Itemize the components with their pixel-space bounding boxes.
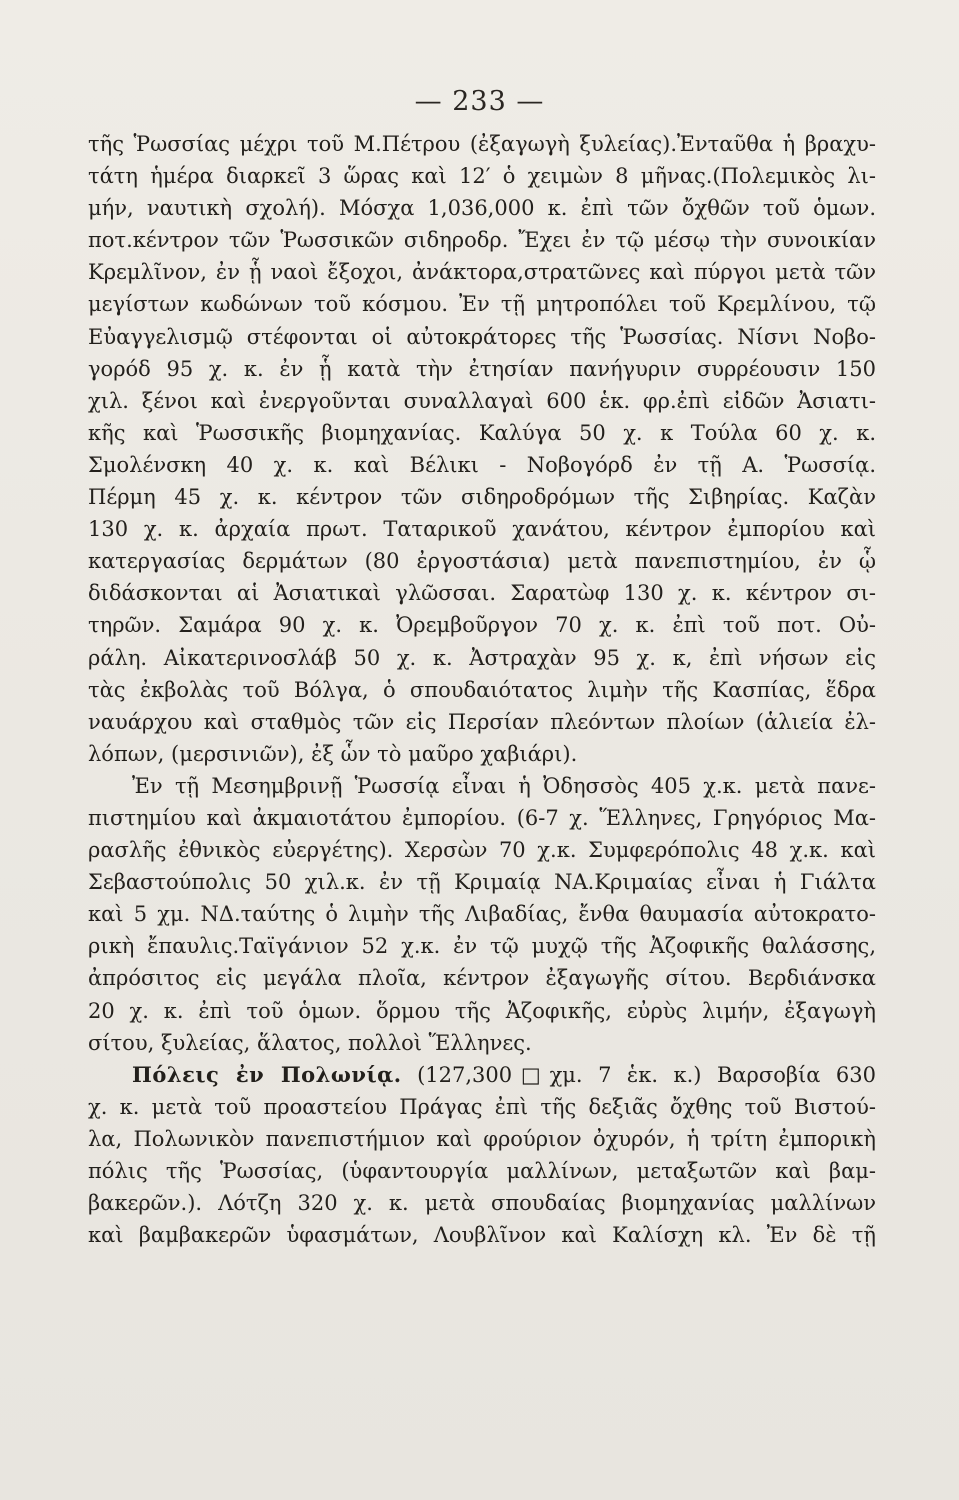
text-line: πιστημίου καὶ ἀκμαιοτάτου ἐμπορίου. (6-7 χ. Ἕλληνες, Γρηγόριος Μα- [88,805,876,830]
text-line: χιλ. ξένοι καὶ ἐνεργοῦνται συναλλαγαὶ 600 ἑκ. φρ.ἐπὶ εἰδῶν Ἀσιατι- [88,388,876,413]
text-line: Σεβαστούπολις 50 χιλ.κ. ἐν τῇ Κριμαίᾳ ΝΑ.Κριμαίας εἶναι ἡ Γιάλτα [88,870,876,895]
text-line: μεγίστων κωδώνων τοῦ κόσμου. Ἐν τῇ μητροπόλει τοῦ Κρεμλίνου, τῷ [88,292,876,317]
text-line: ρασλῆς ἐθνικὸς εὐεργέτης). Χερσὼν 70 χ.κ. Συμφερόπολις 48 χ.κ. καὶ [88,838,876,863]
text-line: Σμολένσκη 40 χ. κ. καὶ Βέλικι - Νοβογόρδ ἐν τῇ Α. Ῥωσσίᾳ. [88,452,876,477]
text-line: ράλη. Αἰκατερινοσλάβ 50 χ. κ. Ἀστραχὰν 95 χ. κ, ἐπὶ νήσων εἰς [88,645,876,670]
text-line: χ. κ. μετὰ τοῦ προαστείου Πράγας ἐπὶ τῆς δεξιᾶς ὄχθης τοῦ Βιστού- [88,1094,876,1119]
text-line: τῆς Ῥωσσίας μέχρι τοῦ Μ.Πέτρου (ἐξαγωγὴ ξυλείας).Ἐνταῦθα ἡ βραχυ- [88,132,876,156]
text-line: λόπων, (μερσινιῶν), ἐξ ὧν τὸ μαῦρο χαβιάρι). [88,741,578,766]
text-line: διδάσκονται αἱ Ἀσιατικαὶ γλῶσσαι. Σαρατὼφ 130 χ. κ. κέντρον σι- [88,581,876,606]
heading-continuation: (127,300□χμ. 7 ἑκ. κ.) Βαρσοβία 630 [401,1062,876,1087]
text-line: Ἐν τῇ Μεσημβρινῇ Ῥωσσίᾳ εἶναι ἡ Ὀδησσὸς 405 χ.κ. μετὰ πανε- [132,773,876,798]
section-heading: Πόλεις ἐν Πολωνίᾳ. [132,1061,402,1087]
text-line: Πέρμη 45 χ. κ. κέντρον τῶν σιδηροδρόμων τῆς Σιβηρίας. Καζὰν [88,485,876,510]
text-line: λα, Πολωνικὸν πανεπιστήμιον καὶ φρούριον ὀχυρόν, ἡ τρίτη ἐμπορικὴ [88,1126,876,1151]
text-line: 130 χ. κ. ἀρχαία πρωτ. Ταταρικοῦ χανάτου, κέντρον ἐμπορίου καὶ [88,517,876,542]
text-line: τάτη ἡμέρα διαρκεῖ 3 ὥρας καὶ 12′ ὁ χειμὼν 8 μῆνας.(Πολεμικὸς λι- [88,164,876,189]
text-line: τηρῶν. Σαμάρα 90 χ. κ. Ὀρεμβοῦργον 70 χ. κ. ἐπὶ τοῦ ποτ. Οὐ- [88,613,876,638]
text-line: Κρεμλῖνον, ἐν ᾗ ναοὶ ἔξοχοι, ἀνάκτορα,στρατῶνες καὶ πύργοι μετὰ τῶν [88,260,876,285]
text-line: ἀπρόσιτος εἰς μεγάλα πλοῖα, κέντρον ἐξαγωγῆς σίτου. Βερδιάνσκα [88,966,876,991]
text-line: ρικὴ ἔπαυλις.Ταϊγάνιον 52 χ.κ. ἐν τῷ μυχῷ τῆς Ἀζοφικῆς θαλάσσης, [88,934,876,959]
text-line: πόλις τῆς Ῥωσσίας, (ὑφαντουργία μαλλίνων, μεταξωτῶν καὶ βαμ- [88,1159,876,1183]
text-line: καὶ 5 χμ. ΝΔ.ταύτης ὁ λιμὴν τῆς Λιβαδίας, ἔνθα θαυμασία αὐτοκρατο- [88,902,876,927]
text-line: βακερῶν.). Λότζη 320 χ. κ. μετὰ σπουδαίας βιομηχανίας μαλλίνων [88,1191,876,1216]
text-line: κῆς καὶ Ῥωσσικῆς βιομηχανίας. Καλύγα 50 χ. κ Τούλα 60 χ. κ. [88,420,876,445]
page-number: — 233 — [414,86,545,117]
text-line: ναυάρχου καὶ σταθμὸς τῶν εἰς Περσίαν πλεόντων πλοίων (ἁλιεία ἐλ- [88,709,876,734]
text-line: κατεργασίας δερμάτων (80 ἐργοστάσια) μετὰ πανεπιστημίου, ἐν ᾧ [88,549,876,574]
text-line: τὰς ἐκβολὰς τοῦ Βόλγα, ὁ σπουδαιότατος λιμὴν τῆς Κασπίας, ἕδρα [88,677,876,702]
body-text [88,128,876,1251]
text-line: Εὐαγγελισμῷ στέφονται οἱ αὐτοκράτορες τῆς Ῥωσσίας. Νίσνι Νοβο- [88,324,876,349]
text-line: ποτ.κέντρον τῶν Ῥωσσικῶν σιδηροδρ. Ἔχει ἐν τῷ μέσῳ τὴν συνοικίαν [88,228,876,253]
text-line: σίτου, ξυλείας, ἅλατος, πολλοὶ Ἕλληνες. [88,1030,532,1055]
text-line: γορόδ 95 χ. κ. ἐν ᾗ κατὰ τὴν ἐτησίαν πανήγυριν συρρέουσιν 150 [88,356,876,381]
text-line: καὶ βαμβακερῶν ὑφασμάτων, Λουβλῖνον καὶ Καλίσχη κλ. Ἐν δὲ τῇ [88,1223,876,1248]
text-line: μήν, ναυτικὴ σχολή). Μόσχα 1,036,000 κ. ἐπὶ τῶν ὄχθῶν τοῦ ὁμων. [88,196,876,221]
text-line: 20 χ. κ. ἐπὶ τοῦ ὁμων. ὅρμου τῆς Ἀζοφικῆς, εὐρὺς λιμήν, ἐξαγωγὴ [88,998,876,1023]
section-heading-line [88,1059,876,1091]
